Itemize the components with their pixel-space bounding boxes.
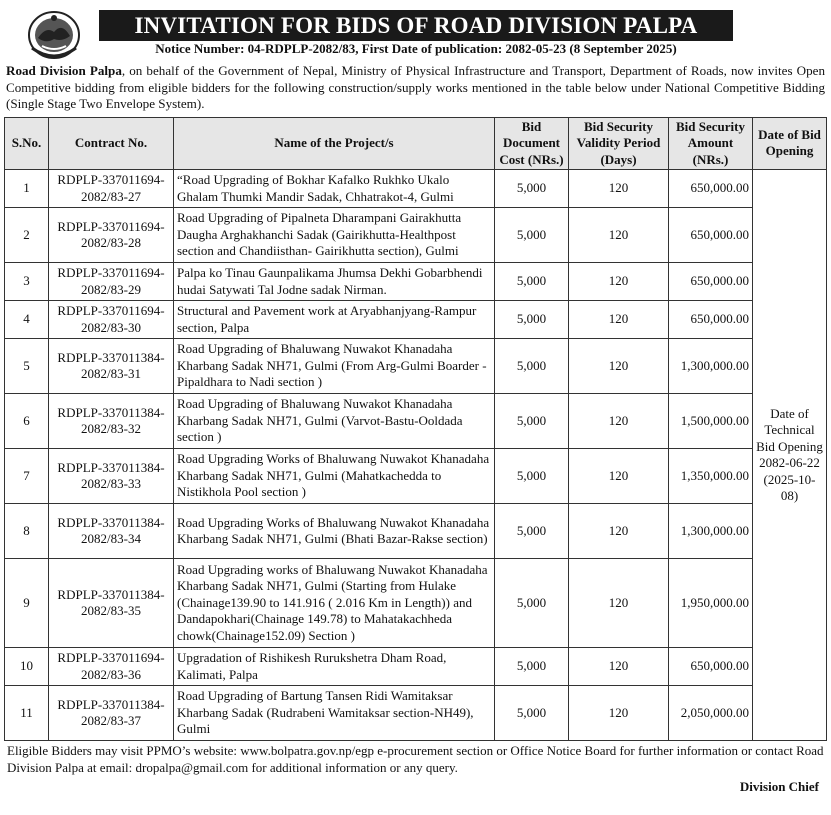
page-title: INVITATION FOR BIDS OF ROAD DIVISION PALPA [99,10,733,41]
cell-contract: RDPLP-337011384-2082/83-35 [49,559,174,648]
cell-project: Upgradation of Rishikesh Rurukshetra Dham Road, Kalimati, Palpa [174,648,495,686]
cell-validity: 120 [569,339,669,394]
cell-doc-cost: 5,000 [495,263,569,301]
table-row [5,339,827,394]
cell-amount: 650,000.00 [669,263,753,301]
nepal-emblem-icon [26,8,82,60]
cell-doc-cost: 5,000 [495,170,569,208]
cell-project: “Road Upgrading of Bokhar Kafalko Rukhko Ukalo Ghalam Thumki Mandir Sadak, Chhatrakot-4, Gulmi [174,170,495,208]
cell-contract: RDPLP-337011694-2082/83-29 [49,263,174,301]
cell-amount: 1,300,000.00 [669,339,753,394]
cell-sno: 10 [5,648,49,686]
cell-project: Structural and Pavement work at Aryabhanjyang-Rampur section, Palpa [174,301,495,339]
cell-opening-date: Date of Technical Bid Opening 2082-06-22 (2025-10-08) [753,170,827,741]
cell-sno: 1 [5,170,49,208]
cell-validity: 120 [569,263,669,301]
notice-number-line: Notice Number: 04-RDPLP-2082/83, First Date of publication: 2082-05-23 (8 September 2025) [155,41,677,56]
cell-doc-cost: 5,000 [495,208,569,263]
cell-validity: 120 [569,208,669,263]
table-row [5,301,827,339]
cell-sno: 4 [5,301,49,339]
notice-header [4,4,827,56]
cell-project: Road Upgrading of Bhaluwang Nuwakot Khanadaha Kharbang Sadak NH71, Gulmi (From Arg-Gulmi Boarder -Pipaldhara to Nadi section ) [174,339,495,394]
cell-amount: 1,300,000.00 [669,504,753,559]
cell-doc-cost: 5,000 [495,686,569,741]
cell-validity: 120 [569,394,669,449]
cell-doc-cost: 5,000 [495,394,569,449]
cell-project: Road Upgrading of Bhaluwang Nuwakot Khanadaha Kharbang Sadak NH71, Gulmi (Varvot-Bastu-Ooldada section ) [174,394,495,449]
cell-sno: 3 [5,263,49,301]
cell-doc-cost: 5,000 [495,339,569,394]
cell-contract: RDPLP-337011384-2082/83-34 [49,504,174,559]
cell-project: Road Upgrading Works of Bhaluwang Nuwakot Khanadaha Kharbang Sadak NH71, Gulmi (Mahatkachedda to Nistikhola Pool section ) [174,449,495,504]
cell-amount: 650,000.00 [669,301,753,339]
cell-contract: RDPLP-337011694-2082/83-36 [49,648,174,686]
cell-validity: 120 [569,301,669,339]
cell-amount: 650,000.00 [669,648,753,686]
table-row [5,170,827,208]
cell-contract: RDPLP-337011384-2082/83-33 [49,449,174,504]
cell-amount: 1,500,000.00 [669,394,753,449]
cell-sno: 7 [5,449,49,504]
cell-amount: 1,950,000.00 [669,559,753,648]
office-name: Road Division Palpa [6,63,122,78]
cell-sno: 5 [5,339,49,394]
cell-validity: 120 [569,559,669,648]
cell-project: Road Upgrading of Bartung Tansen Ridi Wamitaksar Kharbang Sadak (Rudrabeni Wamitaksar section-NH49), Gulmi [174,686,495,741]
cell-amount: 2,050,000.00 [669,686,753,741]
table-row [5,504,827,559]
header-project: Name of the Project/s [174,117,495,170]
cell-doc-cost: 5,000 [495,504,569,559]
table-row [5,208,827,263]
cell-validity: 120 [569,170,669,208]
cell-amount: 650,000.00 [669,170,753,208]
cell-sno: 9 [5,559,49,648]
cell-doc-cost: 5,000 [495,301,569,339]
cell-validity: 120 [569,449,669,504]
intro-paragraph [4,63,827,113]
cell-validity: 120 [569,686,669,741]
table-row [5,449,827,504]
cell-contract: RDPLP-337011694-2082/83-27 [49,170,174,208]
cell-doc-cost: 5,000 [495,559,569,648]
cell-sno: 8 [5,504,49,559]
table-row [5,686,827,741]
header-opening: Date of Bid Opening [753,117,827,170]
bids-table [4,117,827,742]
cell-sno: 11 [5,686,49,741]
cell-contract: RDPLP-337011694-2082/83-28 [49,208,174,263]
cell-contract: RDPLP-337011384-2082/83-37 [49,686,174,741]
header-doc-cost: Bid Document Cost (NRs.) [495,117,569,170]
header-amount: Bid Security Amount (NRs.) [669,117,753,170]
cell-contract: RDPLP-337011694-2082/83-30 [49,301,174,339]
cell-project: Road Upgrading of Pipalneta Dharampani Gairakhutta Daugha Arghakhanchi Sadak (Gairikhutta-Healthpost section and Chandiisthan- Gairikhutta section), Gulmi [174,208,495,263]
cell-amount: 1,350,000.00 [669,449,753,504]
table-header-row [5,117,827,170]
cell-sno: 2 [5,208,49,263]
table-row [5,648,827,686]
table-row [5,559,827,648]
cell-validity: 120 [569,504,669,559]
cell-amount: 650,000.00 [669,208,753,263]
cell-project: Palpa ko Tinau Gaunpalikama Jhumsa Dekhi Gobarbhendi hudai Satywati Tal Jodne sadak Nirman. [174,263,495,301]
table-row [5,394,827,449]
cell-contract: RDPLP-337011384-2082/83-32 [49,394,174,449]
header-contract: Contract No. [49,117,174,170]
cell-contract: RDPLP-337011384-2082/83-31 [49,339,174,394]
cell-doc-cost: 5,000 [495,449,569,504]
header-sno: S.No. [5,117,49,170]
cell-sno: 6 [5,394,49,449]
header-validity: Bid Security Validity Period (Days) [569,117,669,170]
footer-note: Eligible Bidders may visit PPMO’s website: www.bolpatra.gov.np/egp e-procurement section or Office Notice Board for further information or contact Road Division Palpa at email: dropalpa@gmail.com for additional information or any query. [7,743,824,775]
table-row [5,263,827,301]
cell-project: Road Upgrading Works of Bhaluwang Nuwakot Khanadaha Kharbang Sadak NH71, Gulmi (Bhati Bazar-Rakse section) [174,504,495,559]
cell-project: Road Upgrading works of Bhaluwang Nuwakot Khanadaha Kharbang Sadak NH71, Gulmi (Starting from Hulake (Chainage139.90 to 141.916 ( 2.016 Km in Length)) and Dandapokhari(Chainage 149.78) to Mahatakachheda chowk(Chainage152.09) Section ) [174,559,495,648]
cell-validity: 120 [569,648,669,686]
intro-text: , on behalf of the Government of Nepal, Ministry of Physical Infrastructure and Transport, Department of Roads, now invites Open Competitive bidding from eligible bidders for the following construction/supply works mentioned in the table below under National Competitive Bidding (Single Stage Two Envelope System). [6,63,826,111]
signature: Division Chief [739,779,819,794]
cell-doc-cost: 5,000 [495,648,569,686]
